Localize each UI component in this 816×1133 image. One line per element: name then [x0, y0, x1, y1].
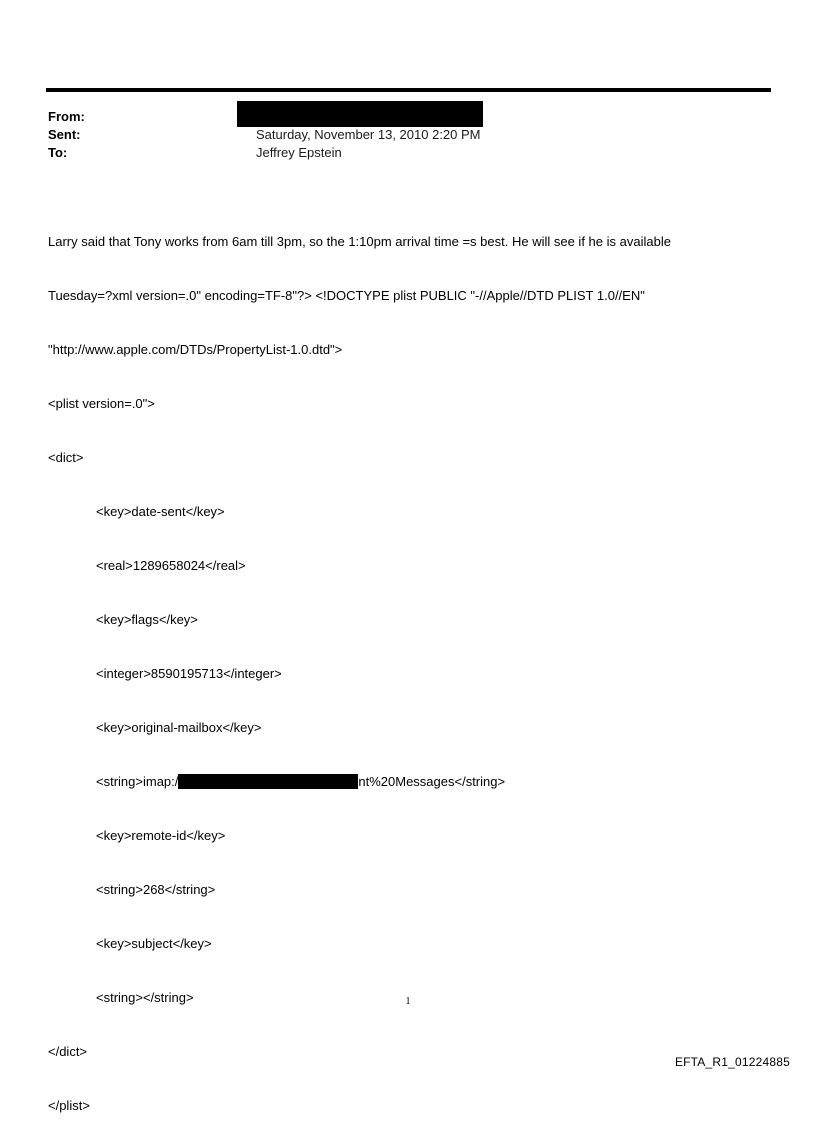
body-line-redacted [48, 773, 768, 791]
body-line-start: <string>imap:/ [96, 774, 179, 789]
body-line: <key>original-mailbox</key> [96, 720, 262, 735]
mailbox-redaction [178, 774, 358, 789]
page-number: 1 [405, 996, 411, 1007]
header-rule [46, 88, 771, 92]
bates-number: EFTA_R1_01224885 [674, 1055, 790, 1069]
body-line: <key>flags</key> [96, 612, 198, 627]
body-line-end: nt%20Messages</string> [358, 774, 506, 789]
body-line: Larry said that Tony works from 6am till 3pm, so the 1:10pm arrival time =s best. He will see if he is available [48, 234, 671, 249]
body-line: <key>date-sent</key> [96, 504, 225, 519]
body-line: <dict> [48, 450, 84, 465]
body-line: <key>remote-id</key> [96, 828, 226, 843]
from-label: From: [48, 109, 85, 124]
to-label: To: [48, 145, 68, 160]
body-line: <plist version=.0"> [48, 396, 155, 411]
body-line: <real>1289658024</real> [96, 558, 246, 573]
body-line: </plist> [48, 1098, 90, 1113]
from-redaction [237, 101, 483, 127]
to-value: Jeffrey Epstein [256, 145, 342, 160]
body-line: <string></string> [96, 990, 194, 1005]
body-line: Tuesday=?xml version=.0" encoding=TF-8"?> <!DOCTYPE plist PUBLIC "-//Apple//DTD PLIST 1.0//EN" [48, 288, 645, 303]
body-line: <key>subject</key> [96, 936, 212, 951]
body-line: "http://www.apple.com/DTDs/PropertyList-1.0.dtd"> [48, 342, 343, 357]
sent-value: Saturday, November 13, 2010 2:20 PM [256, 127, 481, 142]
email-body [48, 197, 768, 1133]
body-line: <integer>8590195713</integer> [96, 666, 282, 681]
body-line: </dict> [48, 1044, 88, 1059]
body-line: <string>268</string> [96, 882, 216, 897]
sent-label: Sent: [48, 127, 81, 142]
